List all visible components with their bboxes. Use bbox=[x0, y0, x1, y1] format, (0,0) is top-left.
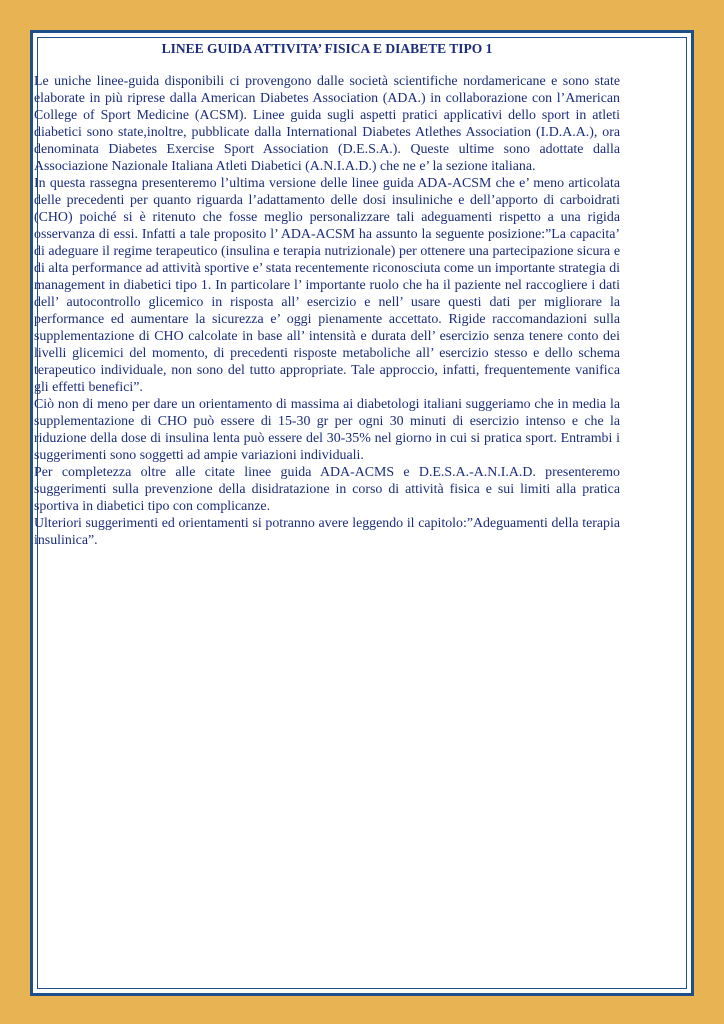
paragraph-further-reading: Ulteriori suggerimenti ed orientamenti si potranno avere leggendo il capitolo:”Adeguamenti della terapia insulinica”. bbox=[34, 516, 620, 548]
document-body bbox=[34, 40, 620, 549]
paragraph-cho-guidance: Ciò non di meno per dare un orientamento di massima ai diabetologi italiani suggeriamo che in media la supplementazione di CHO può essere di 15-30 gr per ogni 30 minuti di esercizio intenso e che la riduzione della dose di insulina lenta può essere del 30-35% nel giorno in cui si pratica sport. Entrambi i suggerimenti sono soggetti ad ampie variazioni individuali. bbox=[34, 397, 620, 463]
paragraph-ada-acsm: In questa rassegna presenteremo l’ultima versione delle linee guida ADA-ACSM che e’ meno articolata delle precedenti per quanto riguarda l’adattamento delle dosi insuliniche e dell’apporto di carboidrati (CHO) poiché si è ritenuto che fosse meglio personalizzare tali adeguamenti rispetto a una rigida osservanza di essi. Infatti a tale proposito l’ ADA-ACSM ha assunto la seguente posizione:”La capacita’ di adeguare il regime terapeutico (insulina e terapia nutrizionale) per ottenere una partecipazione sicura e di alta performance ad attività sportive e’ stata recentemente riconosciuta come un importante strategia di management in diabetici tipo 1. In particolare l’ importante ruolo che ha il paziente nel raccogliere i dati dell’ autocontrollo glicemico in risposta all’ esercizio e nell’ usare questi dati per migliorare la performance ed aumentare la sicurezza e’ oggi pienamente accettato. Rigide raccomandazioni sulla supplementazione di CHO calcolate in base all’ intensità e durata dell’ esercizio senza tenere conto dei livelli glicemici del momento, di precedenti risposte metaboliche all’ esercizio stesso e dello schema terapeutico individuale, non sono del tutto appropriate. Tale approccio, infatti, frequentemente vanifica gli effetti benefici”. bbox=[34, 176, 620, 395]
document-title: LINEE GUIDA ATTIVITA’ FISICA E DIABETE TIPO 1 bbox=[161, 41, 493, 56]
paragraph-completeness: Per completezza oltre alle citate linee guida ADA-ACMS e D.E.S.A.-A.N.I.A.D. presenteremo suggerimenti sulla prevenzione della disidratazione in corso di attività fisica e sui limiti alla pratica sportiva in diabetici tipo con complicanze. bbox=[34, 465, 620, 514]
paragraph-intro: Le uniche linee-guida disponibili ci provengono dalle società scientifiche nordamericane e sono state elaborate in più riprese dalla American Diabetes Association (ADA.) in collaborazione con l’American College of Sport Medicine (ACSM). Linee guida sugli aspetti pratici applicativi dello sport in atleti diabetici sono state,inoltre, pubblicate dalla International Diabetes Atlethes Association (I.D.A.A.), ora denominata Diabetes Exercise Sport Association (D.E.S.A.). Queste ultime sono adottate dalla Associazione Nazionale Italiana Atleti Diabetici (A.N.I.A.D.) che ne e’ la sezione italiana. bbox=[34, 74, 620, 174]
